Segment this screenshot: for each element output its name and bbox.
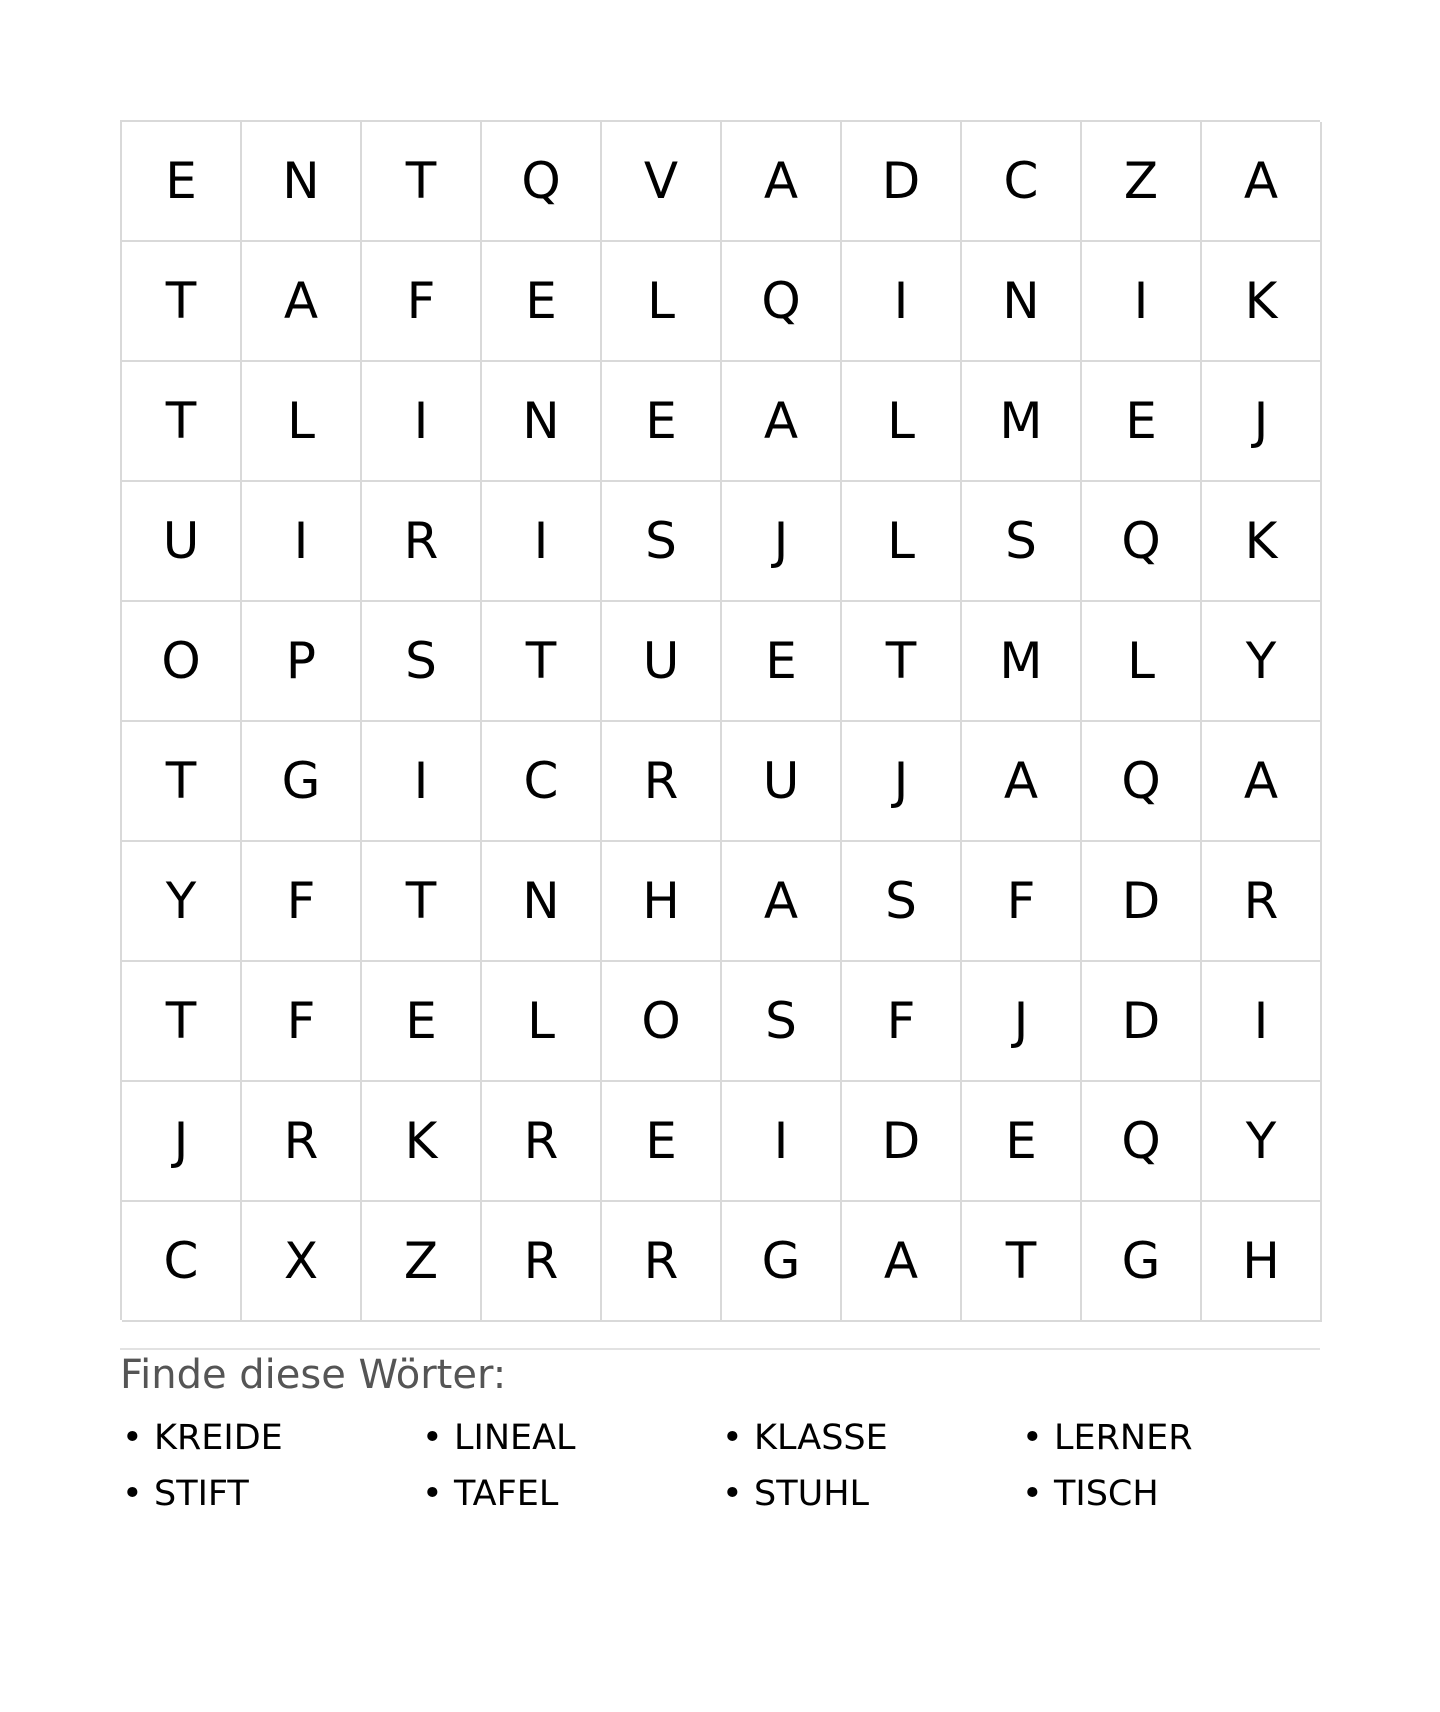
grid-cell[interactable]: L: [842, 482, 962, 602]
grid-cell[interactable]: A: [1202, 122, 1322, 242]
grid-cell[interactable]: T: [122, 362, 242, 482]
grid-cell[interactable]: Q: [482, 122, 602, 242]
word-list-item: [120, 1410, 420, 1466]
word-list-item: [720, 1466, 1020, 1522]
bullet-icon: •: [122, 1418, 143, 1458]
grid-cell[interactable]: I: [482, 482, 602, 602]
bullet-icon: •: [1022, 1474, 1043, 1514]
grid-cell[interactable]: V: [602, 122, 722, 242]
grid-cell[interactable]: S: [842, 842, 962, 962]
bullet-icon: •: [422, 1474, 443, 1514]
grid-cell[interactable]: D: [842, 1082, 962, 1202]
word-list-item: [120, 1466, 420, 1522]
grid-cell[interactable]: C: [482, 722, 602, 842]
grid-cell[interactable]: G: [1082, 1202, 1202, 1322]
grid-cell[interactable]: T: [122, 962, 242, 1082]
grid-cell[interactable]: E: [722, 602, 842, 722]
grid-cell[interactable]: J: [122, 1082, 242, 1202]
word-list-item: [420, 1466, 720, 1522]
word-list-title: Finde diese Wörter:: [120, 1352, 507, 1398]
grid-cell[interactable]: Y: [1202, 1082, 1322, 1202]
grid-cell[interactable]: G: [242, 722, 362, 842]
grid-cell[interactable]: E: [482, 242, 602, 362]
word-list-item: [720, 1410, 1020, 1466]
word-list-item: [1020, 1410, 1320, 1466]
grid-cell[interactable]: A: [722, 842, 842, 962]
grid-cell[interactable]: Q: [722, 242, 842, 362]
grid-cell[interactable]: T: [122, 242, 242, 362]
grid-cell[interactable]: I: [1082, 242, 1202, 362]
grid-cell[interactable]: L: [1082, 602, 1202, 722]
grid-cell[interactable]: Q: [1082, 722, 1202, 842]
grid-cell[interactable]: Q: [1082, 482, 1202, 602]
grid-cell[interactable]: N: [482, 842, 602, 962]
word-label: STIFT: [154, 1474, 249, 1514]
grid-cell[interactable]: D: [842, 122, 962, 242]
grid-cell[interactable]: A: [1202, 722, 1322, 842]
grid-cell[interactable]: T: [362, 122, 482, 242]
word-list: [120, 1410, 1320, 1522]
word-label: LERNER: [1054, 1418, 1193, 1458]
grid-cell[interactable]: Z: [1082, 122, 1202, 242]
grid-cell[interactable]: L: [602, 242, 722, 362]
grid-cell[interactable]: F: [242, 962, 362, 1082]
grid-cell[interactable]: M: [962, 362, 1082, 482]
grid-cell[interactable]: S: [602, 482, 722, 602]
grid-cell[interactable]: F: [362, 242, 482, 362]
grid-cell[interactable]: H: [1202, 1202, 1322, 1322]
word-list-item: [420, 1410, 720, 1466]
grid-cell[interactable]: T: [122, 722, 242, 842]
letter-grid: [120, 120, 1320, 1320]
word-label: TAFEL: [454, 1474, 559, 1514]
grid-cell[interactable]: G: [722, 1202, 842, 1322]
grid-cell[interactable]: Y: [122, 842, 242, 962]
grid-cell[interactable]: T: [482, 602, 602, 722]
grid-cell[interactable]: L: [482, 962, 602, 1082]
grid-cell[interactable]: T: [842, 602, 962, 722]
grid-cell[interactable]: R: [482, 1082, 602, 1202]
grid-cell[interactable]: R: [1202, 842, 1322, 962]
grid-cell[interactable]: O: [122, 602, 242, 722]
word-label: KLASSE: [754, 1418, 888, 1458]
grid-cell[interactable]: E: [362, 962, 482, 1082]
grid-cell[interactable]: Q: [1082, 1082, 1202, 1202]
grid-cell[interactable]: T: [962, 1202, 1082, 1322]
grid-cell[interactable]: H: [602, 842, 722, 962]
grid-cell[interactable]: F: [962, 842, 1082, 962]
grid-cell[interactable]: I: [362, 362, 482, 482]
grid-cell[interactable]: K: [362, 1082, 482, 1202]
grid-cell[interactable]: U: [122, 482, 242, 602]
grid-cell[interactable]: M: [962, 602, 1082, 722]
grid-cell[interactable]: K: [1202, 242, 1322, 362]
grid-cell[interactable]: E: [602, 362, 722, 482]
grid-cell[interactable]: T: [362, 842, 482, 962]
grid-cell[interactable]: J: [962, 962, 1082, 1082]
grid-cell[interactable]: O: [602, 962, 722, 1082]
grid-cell[interactable]: S: [722, 962, 842, 1082]
grid-cell[interactable]: E: [122, 122, 242, 242]
grid-cell[interactable]: K: [1202, 482, 1322, 602]
grid-cell[interactable]: R: [482, 1202, 602, 1322]
grid-cell[interactable]: Z: [362, 1202, 482, 1322]
grid-cell[interactable]: R: [242, 1082, 362, 1202]
bullet-icon: •: [722, 1418, 743, 1458]
grid-cell[interactable]: A: [842, 1202, 962, 1322]
grid-cell[interactable]: F: [242, 842, 362, 962]
grid-cell[interactable]: E: [1082, 362, 1202, 482]
grid-cell[interactable]: P: [242, 602, 362, 722]
grid-cell[interactable]: C: [962, 122, 1082, 242]
bullet-icon: •: [722, 1474, 743, 1514]
word-label: TISCH: [1054, 1474, 1159, 1514]
grid-cell[interactable]: J: [842, 722, 962, 842]
grid-cell[interactable]: I: [362, 722, 482, 842]
grid-cell[interactable]: A: [722, 122, 842, 242]
grid-cell[interactable]: X: [242, 1202, 362, 1322]
grid-cell[interactable]: A: [242, 242, 362, 362]
grid-cell[interactable]: R: [602, 1202, 722, 1322]
grid-cell[interactable]: R: [362, 482, 482, 602]
grid-cell[interactable]: R: [602, 722, 722, 842]
grid-cell[interactable]: U: [602, 602, 722, 722]
grid-cell[interactable]: L: [242, 362, 362, 482]
grid-cell[interactable]: I: [1202, 962, 1322, 1082]
grid-cell[interactable]: F: [842, 962, 962, 1082]
grid-cell[interactable]: E: [962, 1082, 1082, 1202]
grid-cell[interactable]: D: [1082, 842, 1202, 962]
grid-cell[interactable]: A: [962, 722, 1082, 842]
bullet-icon: •: [1022, 1418, 1043, 1458]
word-list-item: [1020, 1466, 1320, 1522]
grid-cell[interactable]: J: [1202, 362, 1322, 482]
grid-cell[interactable]: D: [1082, 962, 1202, 1082]
bullet-icon: •: [422, 1418, 443, 1458]
word-label: LINEAL: [454, 1418, 576, 1458]
grid-cell[interactable]: C: [122, 1202, 242, 1322]
word-label: KREIDE: [154, 1418, 283, 1458]
grid-cell[interactable]: N: [242, 122, 362, 242]
bullet-icon: •: [122, 1474, 143, 1514]
grid-cell[interactable]: N: [482, 362, 602, 482]
grid-cell[interactable]: E: [602, 1082, 722, 1202]
grid-cell[interactable]: J: [722, 482, 842, 602]
grid-cell[interactable]: S: [962, 482, 1082, 602]
grid-cell[interactable]: L: [842, 362, 962, 482]
grid-cell[interactable]: S: [362, 602, 482, 722]
divider: [120, 1348, 1320, 1350]
grid-cell[interactable]: U: [722, 722, 842, 842]
grid-cell[interactable]: I: [242, 482, 362, 602]
grid-cell[interactable]: I: [722, 1082, 842, 1202]
word-label: STUHL: [754, 1474, 870, 1514]
grid-cell[interactable]: I: [842, 242, 962, 362]
grid-cell[interactable]: Y: [1202, 602, 1322, 722]
grid-cell[interactable]: N: [962, 242, 1082, 362]
grid-cell[interactable]: A: [722, 362, 842, 482]
